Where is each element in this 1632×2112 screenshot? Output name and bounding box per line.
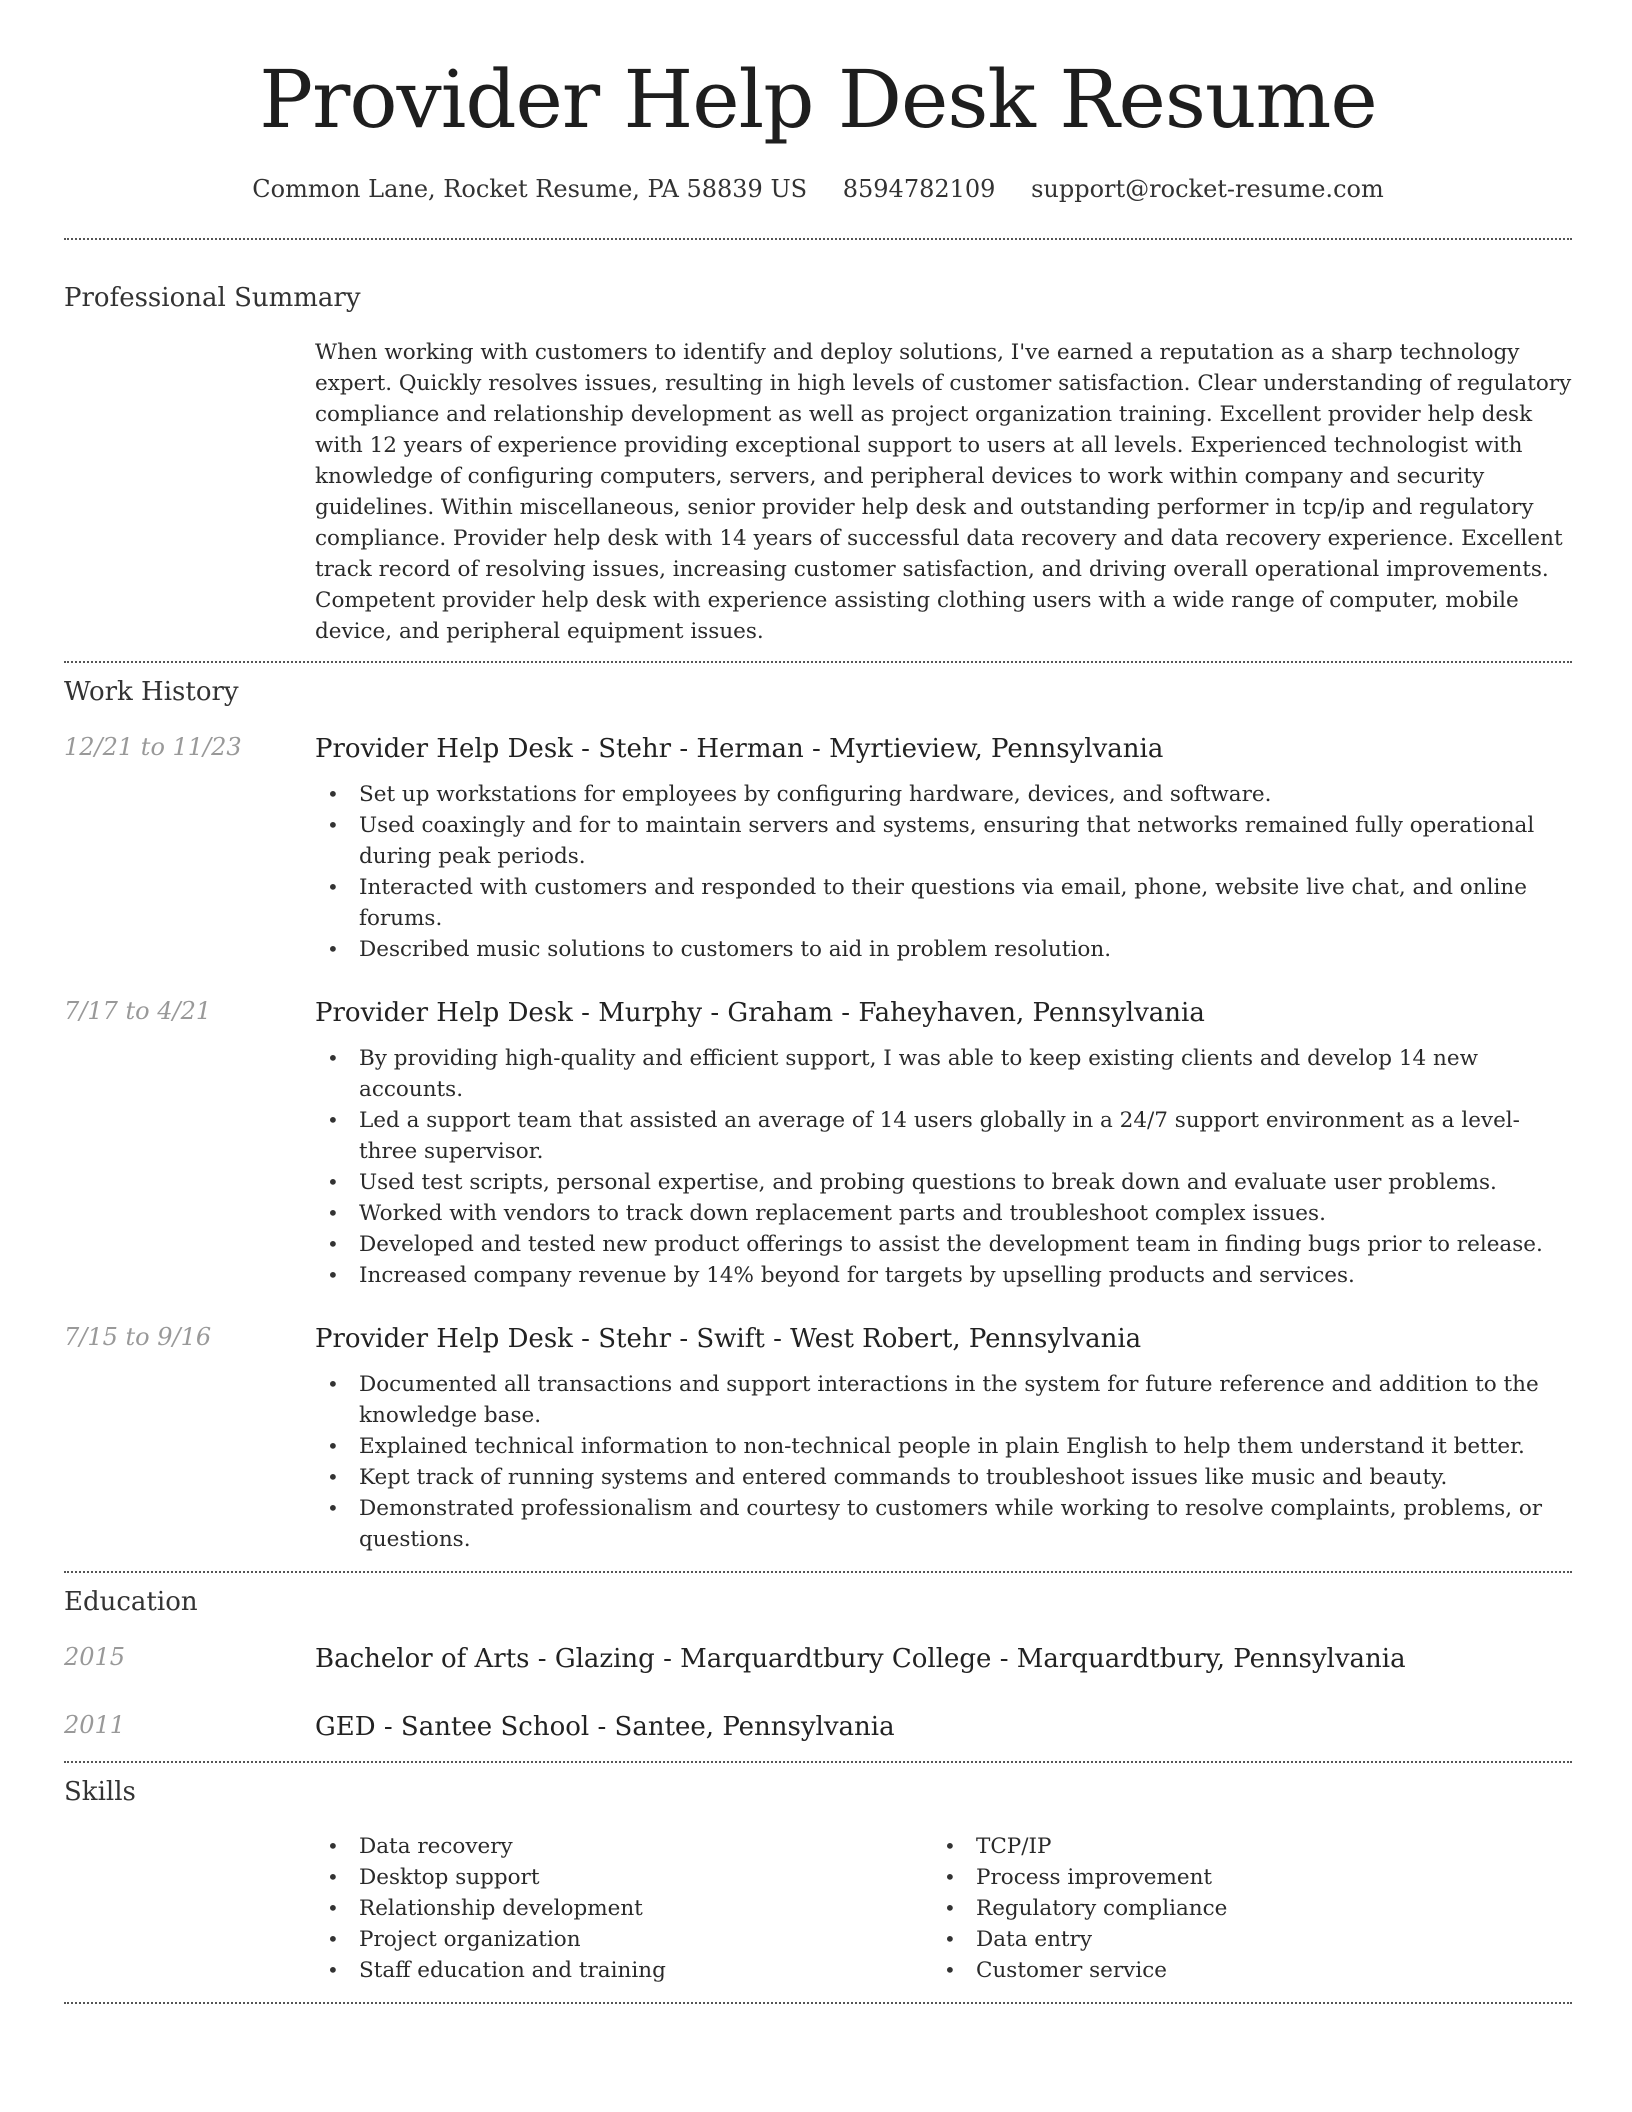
job-dates: 7/17 to 4/21 <box>64 997 212 1025</box>
list-item: • Customer service <box>932 1955 1549 1986</box>
resume-title: Provider Help Desk Resume <box>259 53 1377 146</box>
job-entry <box>64 997 1572 1291</box>
skills-list-left <box>315 1831 932 1986</box>
section-title-summary: Professional Summary <box>64 283 361 313</box>
divider <box>64 2002 1572 2004</box>
list-item: • Demonstrated professionalism and courtesy to customers while working to resolve complaints, problems, or questions. <box>315 1493 1572 1555</box>
contact-address: Common Lane, Rocket Resume, PA 58839 US <box>252 175 808 203</box>
list-item: • Developed and tested new product offerings to assist the development team in finding bugs prior to release. <box>315 1229 1572 1260</box>
list-item: • Process improvement <box>932 1862 1549 1893</box>
section-title-skills: Skills <box>64 1777 136 1807</box>
summary-row <box>64 337 1572 647</box>
section-title-work-history: Work History <box>64 677 239 707</box>
job-entry <box>64 733 1572 965</box>
list-item: • Desktop support <box>315 1862 932 1893</box>
education-year: 2015 <box>64 1643 126 1671</box>
list-item: • Used test scripts, personal expertise, and probing questions to break down and evaluate user problems. <box>315 1167 1572 1198</box>
list-item: • Worked with vendors to track down replacement parts and troubleshoot complex issues. <box>315 1198 1572 1229</box>
contact-phone: 8594782109 <box>842 175 996 203</box>
job-dates: 7/15 to 9/16 <box>64 1323 212 1351</box>
divider <box>64 238 1572 240</box>
list-item: • Interacted with customers and responded to their questions via email, phone, website live chat, and online forums. <box>315 872 1572 934</box>
job-bullets <box>315 1369 1572 1555</box>
summary-text: When working with customers to identify and deploy solutions, I've earned a reputation as a sharp technology expert. Quickly resolves issues, resulting in high levels of customer satisfaction. Clear understanding of regulatory compliance and relationship development as well as project organization training. Excellent provider help desk with 12 years of experience providing exceptional support to users at all levels. Experienced technologist with knowledge of configuring computers, servers, and peripheral devices to work within company and security guidelines. Within miscellaneous, senior provider help desk and outstanding performer in tcp/ip and regulatory compliance. Provider help desk with 14 years of successful data recovery and data recovery experience. Excellent track record of resolving issues, increasing customer satisfaction, and driving overall operational improvements. Competent provider help desk with experience assisting clothing users with a wide range of computer, mobile device, and peripheral equipment issues. <box>315 340 1572 644</box>
divider <box>64 1571 1572 1573</box>
list-item: • Regulatory compliance <box>932 1893 1549 1924</box>
contact-email: support@rocket-resume.com <box>1031 175 1384 203</box>
list-item: • Set up workstations for employees by configuring hardware, devices, and software. <box>315 779 1572 810</box>
job-title: Provider Help Desk - Stehr - Swift - West Robert, Pennsylvania <box>315 1324 1142 1354</box>
education-entry <box>64 1643 1572 1675</box>
education-year: 2011 <box>64 1711 126 1739</box>
list-item: • Increased company revenue by 14% beyond for targets by upselling products and services. <box>315 1260 1572 1291</box>
list-item: • Documented all transactions and support interactions in the system for future reference and addition to the knowledge base. <box>315 1369 1572 1431</box>
skills-list-right <box>932 1831 1549 1986</box>
list-item: • Described music solutions to customers to aid in problem resolution. <box>315 934 1572 965</box>
list-item: • Led a support team that assisted an average of 14 users globally in a 24/7 support environment as a level-three supervisor. <box>315 1105 1572 1167</box>
list-item: • Staff education and training <box>315 1955 932 1986</box>
list-item: • Relationship development <box>315 1893 932 1924</box>
list-item: • Data entry <box>932 1924 1549 1955</box>
resume-page <box>64 0 1572 2004</box>
divider <box>64 1761 1572 1763</box>
list-item: • Project organization <box>315 1924 932 1955</box>
divider <box>64 661 1572 663</box>
skills-row <box>64 1817 1572 1986</box>
list-item: • Kept track of running systems and entered commands to troubleshoot issues like music and beauty. <box>315 1462 1572 1493</box>
job-bullets <box>315 779 1572 965</box>
section-title-education: Education <box>64 1587 198 1617</box>
education-text: Bachelor of Arts - Glazing - Marquardtbury College - Marquardtbury, Pennsylvania <box>315 1644 1406 1674</box>
job-entry <box>64 1323 1572 1555</box>
list-item: • Used coaxingly and for to maintain servers and systems, ensuring that networks remained fully operational during peak periods. <box>315 810 1572 872</box>
education-text: GED - Santee School - Santee, Pennsylvania <box>315 1712 895 1742</box>
list-item: • Data recovery <box>315 1831 932 1862</box>
list-item: • TCP/IP <box>932 1831 1549 1862</box>
education-entry <box>64 1711 1572 1743</box>
list-item: • Explained technical information to non-technical people in plain English to help them understand it better. <box>315 1431 1572 1462</box>
job-title: Provider Help Desk - Murphy - Graham - Faheyhaven, Pennsylvania <box>315 998 1205 1028</box>
job-dates: 12/21 to 11/23 <box>64 733 242 761</box>
contact-line <box>64 175 1572 203</box>
list-item: • By providing high-quality and efficient support, I was able to keep existing clients and develop 14 new accounts. <box>315 1043 1572 1105</box>
job-bullets <box>315 1043 1572 1291</box>
job-title: Provider Help Desk - Stehr - Herman - Myrtieview, Pennsylvania <box>315 734 1164 764</box>
